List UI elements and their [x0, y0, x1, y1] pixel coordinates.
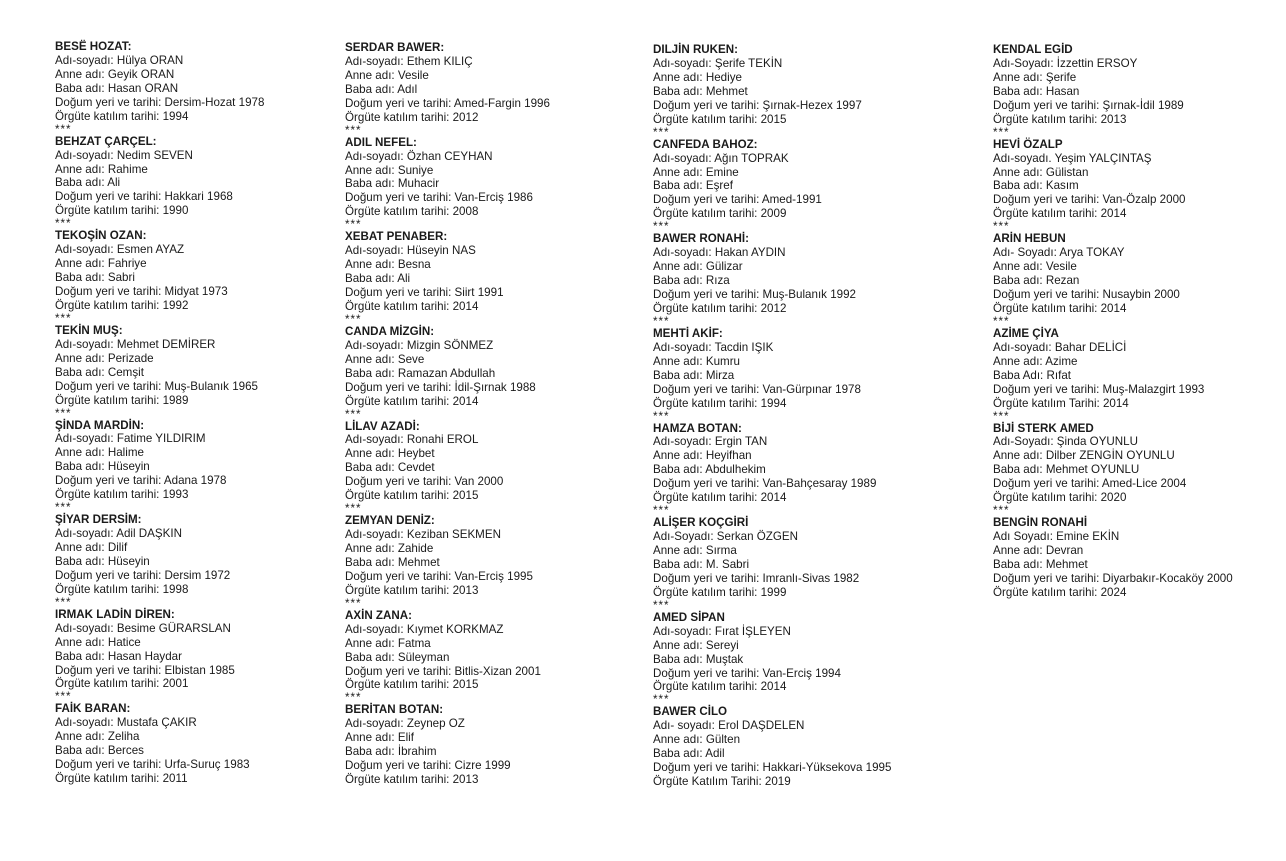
person-entry: [55, 229, 264, 324]
full-name-line: Adı-soyadı: Fırat İŞLEYEN: [653, 624, 791, 638]
father-name-line: Baba adı: İbrahim: [345, 745, 437, 759]
entry-separator: ***: [345, 312, 362, 326]
father-name-line: Baba adı: Ali: [55, 176, 121, 190]
person-code-name: AXİN ZANA:: [345, 608, 412, 622]
join-date-line: Örgüte katılım tarihi: 2014: [653, 680, 787, 694]
father-name-line: Baba adı: Muştak: [653, 652, 744, 666]
entry-separator: ***: [993, 409, 1010, 423]
person-entry: [653, 705, 891, 789]
father-name-line: Baba adı: Muhacir: [345, 177, 440, 191]
mother-name-line: Anne adı: Zahide: [345, 542, 434, 555]
entry-separator: ***: [653, 693, 670, 707]
entry-separator: ***: [993, 314, 1010, 328]
father-name-line: Baba adı: Mirza: [653, 368, 735, 382]
father-name-line: Baba adı: Mehmet OYUNLU: [993, 463, 1140, 477]
person-code-name: DILJİN RUKEN:: [653, 43, 739, 56]
birth-place-date-line: Doğum yeri ve tarihi: Van-Erciş 1994: [653, 666, 841, 680]
join-date-line: Örgüte katılım tarihi: 2009: [653, 207, 787, 221]
join-date-line: Örgüte katılım tarihi: 1993: [55, 488, 189, 502]
birth-place-date-line: Doğum yeri ve tarihi: Van-Bahçesaray 1989: [653, 477, 877, 491]
entry-separator: ***: [345, 407, 362, 421]
full-name-line: Adı-soyadı: Keziban SEKMEN: [345, 528, 501, 542]
join-date-line: Örgüte katılım tarihi: 1994: [55, 109, 189, 123]
person-code-name: TEKİN MUŞ:: [55, 323, 123, 337]
birth-place-date-line: Doğum yeri ve tarihi: Imranlı-Sivas 1982: [653, 571, 860, 585]
entry-separator: ***: [345, 691, 362, 705]
father-name-line: Baba adı: Cemşit: [55, 365, 144, 379]
person-entry: [55, 608, 264, 703]
column-2: [345, 41, 550, 787]
entry-separator: ***: [345, 502, 362, 516]
full-name-line: Adı-soyadı: Nedim SEVEN: [55, 148, 193, 162]
person-entry: [653, 611, 891, 706]
person-entry: [55, 324, 264, 419]
father-name-line: Baba adı: Mehmet: [345, 555, 440, 569]
entry-separator: ***: [993, 504, 1010, 518]
person-code-name: ADIL NEFEL:: [345, 135, 417, 149]
birth-place-date-line: Doğum yeri ve tarihi: Dersim-Hozat 1978: [55, 95, 265, 109]
birth-place-date-line: Doğum yeri ve tarihi: Hakkari-Yüksekova 1995: [653, 761, 892, 775]
mother-name-line: Anne adı: Geyik ORAN: [55, 67, 175, 81]
father-name-line: Baba adı: Hüseyin: [55, 460, 150, 474]
person-code-name: ZEMYAN DENİZ:: [345, 514, 435, 528]
full-name-line: Adı-soyadı: Ronahi EROL: [345, 433, 479, 447]
join-date-line: Örgüte katılım tarihi: 2011: [55, 772, 188, 786]
person-code-name: FAİK BARAN:: [55, 702, 131, 716]
person-code-name: AZİME ÇİYA: [993, 326, 1059, 340]
join-date-line: Örgüte katılım tarihi: 2024: [993, 585, 1127, 599]
mother-name-line: Anne adı: Devran: [993, 544, 1084, 557]
join-date-line: Örgüte katılım tarihi: 1990: [55, 204, 189, 218]
person-entry: [653, 327, 891, 422]
full-name-line: Adı-Soyadı: İzzettin ERSOY: [993, 56, 1138, 70]
birth-place-date-line: Doğum yeri ve tarihi: Muş-Malazgirt 1993: [993, 382, 1205, 396]
person-entry: [345, 230, 550, 325]
full-name-line: Adı-soyadı: Şerife TEKİN: [653, 56, 783, 70]
join-date-line: Örgüte katılım tarihi: 2008: [345, 205, 479, 219]
entry-separator: ***: [55, 690, 72, 704]
person-entry: [653, 516, 891, 611]
full-name-line: Adı-soyadı: Fatime YILDIRIM: [55, 432, 206, 446]
person-entry: [653, 422, 891, 517]
birth-place-date-line: Doğum yeri ve tarihi: Elbistan 1985: [55, 663, 235, 677]
person-entry: [345, 420, 550, 515]
birth-place-date-line: Doğum yeri ve tarihi: Van-Özalp 2000: [993, 193, 1186, 207]
birth-place-date-line: Doğum yeri ve tarihi: Siirt 1991: [345, 286, 504, 299]
person-entry: [653, 232, 891, 327]
entry-separator: ***: [55, 501, 72, 515]
father-name-line: Baba adı: Rezan: [993, 274, 1080, 288]
column-1: [55, 40, 264, 786]
birth-place-date-line: Doğum yeri ve tarihi: Muş-Bulanık 1992: [653, 288, 856, 301]
birth-place-date-line: Doğum yeri ve tarihi: Hakkari 1968: [55, 190, 233, 204]
mother-name-line: Anne adı: Zeliha: [55, 730, 140, 744]
birth-place-date-line: Doğum yeri ve tarihi: Adana 1978: [55, 474, 227, 488]
mother-name-line: Anne adı: Azime: [993, 354, 1078, 368]
person-entry: [55, 419, 264, 514]
birth-place-date-line: Doğum yeri ve tarihi: Nusaybin 2000: [993, 288, 1180, 301]
full-name-line: Adı-soyadı: Adil DAŞKIN: [55, 527, 182, 541]
join-date-line: Örgüte katılım tarihi: 2001: [55, 677, 189, 691]
join-date-line: Örgüte katılım tarihi: 1989: [55, 393, 189, 407]
father-name-line: Baba adı: Süleyman: [345, 650, 450, 664]
mother-name-line: Anne adı: Heybet: [345, 447, 435, 461]
person-code-name: BAWER CİLO: [653, 705, 728, 719]
person-entry: [993, 422, 1233, 517]
mother-name-line: Anne adı: Gülistan: [993, 165, 1089, 179]
father-name-line: Baba adı: Eşref: [653, 179, 733, 193]
father-name-line: Baba adı: Kasım: [993, 179, 1079, 193]
join-date-line: Örgüte katılım tarihi: 2014: [345, 299, 479, 313]
birth-place-date-line: Doğum yeri ve tarihi: Bitlis-Xizan 2001: [345, 664, 541, 678]
full-name-line: Adı-soyadı: Hüseyin NAS: [345, 244, 476, 258]
join-date-line: Örgüte katılım tarihi: 2014: [653, 491, 787, 505]
full-name-line: Adı-soyadı: Mustafa ÇAKIR: [55, 716, 197, 730]
join-date-line: Örgüte katılım tarihi: 2015: [345, 489, 479, 503]
birth-place-date-line: Doğum yeri ve tarihi: Amed-1991: [653, 193, 822, 207]
birth-place-date-line: Doğum yeri ve tarihi: Van-Gürpınar 1978: [653, 382, 861, 396]
full-name-line: Adı-Soyadı: Serkan ÖZGEN: [653, 530, 798, 544]
person-entry: [653, 43, 891, 138]
person-code-name: BEHZAT ÇARÇEL:: [55, 134, 157, 148]
mother-name-line: Anne adı: Dilif: [55, 541, 128, 554]
mother-name-line: Anne adı: Emine: [653, 165, 739, 179]
join-date-line: Örgüte katılım tarihi: 2015: [345, 678, 479, 692]
person-code-name: HAMZA BOTAN:: [653, 421, 742, 435]
father-name-line: Baba adı: Hasan: [993, 84, 1080, 98]
birth-place-date-line: Doğum yeri ve tarihi: Urfa-Suruç 1983: [55, 758, 250, 772]
join-date-line: Örgüte katılım tarihi: 1992: [55, 298, 189, 312]
full-name-line: Adı-soyadı: Mehmet DEMİRER: [55, 337, 216, 351]
entry-separator: ***: [653, 598, 670, 612]
join-date-line: Örgüte katılım tarihi: 2012: [653, 301, 787, 315]
mother-name-line: Anne adı: Seve: [345, 352, 425, 366]
full-name-line: Adı-soyadı: Mizgin SÖNMEZ: [345, 338, 494, 352]
person-code-name: ALİŞER KOÇGİRİ: [653, 516, 749, 530]
person-entry: [993, 516, 1233, 600]
entry-separator: ***: [55, 311, 72, 325]
full-name-line: Adı-soyadı: Özhan CEYHAN: [345, 149, 493, 163]
person-entry: [993, 327, 1233, 422]
father-name-line: Baba adı: Adil: [653, 747, 725, 761]
person-code-name: ARİN HEBUN: [993, 232, 1066, 246]
full-name-line: Adı-Soyadı: Şinda OYUNLU: [993, 435, 1138, 449]
entry-separator: ***: [55, 406, 72, 420]
father-name-line: Baba adı: Rıza: [653, 274, 730, 288]
person-code-name: CANFEDA BAHOZ:: [653, 137, 758, 151]
person-entry: [345, 703, 550, 787]
join-date-line: Örgüte katılım tarihi: 2014: [993, 207, 1127, 221]
person-code-name: IRMAK LADİN DİREN:: [55, 607, 175, 621]
entry-separator: ***: [345, 123, 362, 137]
father-name-line: Baba adı: Hasan ORAN: [55, 81, 179, 95]
birth-place-date-line: Doğum yeri ve tarihi: Diyarbakır-Kocaköy 2000: [993, 571, 1233, 585]
entry-separator: ***: [653, 314, 670, 328]
join-date-line: Örgüte katılım tarihi: 2013: [345, 773, 479, 787]
person-code-name: AMED SİPAN: [653, 610, 725, 624]
entry-separator: ***: [345, 218, 362, 232]
full-name-line: Adı-soyadı: Besime GÜRARSLAN: [55, 621, 231, 635]
full-name-line: Adı-soyadı: Kıymet KORKMAZ: [345, 622, 504, 636]
mother-name-line: Anne adı: Besna: [345, 258, 431, 272]
mother-name-line: Anne adı: Rahime: [55, 162, 148, 176]
person-entry: [55, 40, 264, 135]
father-name-line: Baba adı: Ramazan Abdullah: [345, 366, 496, 380]
father-name-line: Baba adı: Abdulhekim: [653, 463, 766, 477]
person-entry: [345, 136, 550, 231]
person-entry: [345, 514, 550, 609]
join-date-line: Örgüte katılım tarihi: 2015: [653, 112, 787, 126]
person-code-name: KENDAL EGİD: [993, 43, 1073, 56]
person-code-name: ŞİNDA MARDİN:: [55, 418, 145, 432]
birth-place-date-line: Doğum yeri ve tarihi: Van-Erciş 1986: [345, 191, 533, 205]
entry-separator: ***: [993, 220, 1010, 234]
father-name-line: Baba adı: Ali: [345, 272, 411, 286]
father-name-line: Baba adı: Mehmet: [653, 84, 748, 98]
person-code-name: MEHTİ AKİF:: [653, 326, 723, 340]
full-name-line: Adı-soyadı: Zeynep OZ: [345, 717, 465, 731]
person-entry: [55, 513, 264, 608]
entry-separator: ***: [653, 504, 670, 518]
person-code-name: BERİTAN BOTAN:: [345, 703, 444, 717]
mother-name-line: Anne adı: Heyifhan: [653, 449, 752, 463]
full-name-line: Adı-soyadı: Tacdin IŞIK: [653, 340, 774, 354]
mother-name-line: Anne adı: Gülten: [653, 733, 741, 747]
full-name-line: Adı Soyadı: Emine EKİN: [993, 530, 1120, 544]
birth-place-date-line: Doğum yeri ve tarihi: Amed-Lice 2004: [993, 477, 1187, 491]
entry-separator: ***: [653, 409, 670, 423]
join-date-line: Örgüte katılım tarihi: 1998: [55, 582, 189, 596]
father-name-line: Baba adı: M. Sabri: [653, 557, 750, 571]
person-entry: [345, 41, 550, 136]
father-name-line: Baba adı: Hüseyin: [55, 554, 150, 568]
column-3: [653, 43, 891, 789]
full-name-line: Adı-soyadı: Hakan AYDIN: [653, 246, 786, 260]
person-entry: [993, 232, 1233, 327]
father-name-line: Baba adı: Hasan Haydar: [55, 649, 182, 663]
birth-place-date-line: Doğum yeri ve tarihi: Cizre 1999: [345, 759, 511, 773]
entry-separator: ***: [653, 125, 670, 139]
mother-name-line: Anne adı: Kumru: [653, 354, 741, 368]
person-entry: [993, 138, 1233, 233]
mother-name-line: Anne adı: Halime: [55, 446, 144, 460]
entry-separator: ***: [55, 122, 72, 136]
mother-name-line: Anne adı: Hediye: [653, 70, 742, 84]
birth-place-date-line: Doğum yeri ve tarihi: Van-Erciş 1995: [345, 569, 533, 583]
entry-separator: ***: [345, 596, 362, 610]
birth-place-date-line: Doğum yeri ve tarihi: Şırnak-Hezex 1997: [653, 98, 862, 112]
full-name-line: Adı- Soyadı: Arya TOKAY: [993, 246, 1125, 260]
father-name-line: Baba adı: Sabri: [55, 271, 135, 285]
entry-separator: ***: [55, 217, 72, 231]
mother-name-line: Anne adı: Şerife: [993, 70, 1077, 84]
join-date-line: Örgüte katılım tarihi: 2013: [345, 583, 479, 597]
entry-separator: ***: [55, 595, 72, 609]
full-name-line: Adı-soyadı: Ağın TOPRAK: [653, 151, 789, 165]
birth-place-date-line: Doğum yeri ve tarihi: Van 2000: [345, 475, 504, 489]
person-code-name: CANDA MİZGİN:: [345, 324, 435, 338]
join-date-line: Örgüte katılım tarihi: 2020: [993, 491, 1127, 505]
person-entry: [993, 43, 1233, 138]
full-name-line: Adı-soyadı: Ergin TAN: [653, 435, 768, 449]
full-name-line: Adı- soyadı: Erol DAŞDELEN: [653, 719, 805, 733]
mother-name-line: Anne adı: Vesile: [993, 260, 1077, 274]
person-code-name: XEBAT PENABER:: [345, 230, 448, 244]
join-date-line: Örgüte katılım tarihi: 2014: [345, 394, 479, 408]
person-code-name: BESË HOZAT:: [55, 40, 132, 53]
join-date-line: Örgüte Katılım Tarihi: 2019: [653, 775, 791, 789]
mother-name-line: Anne adı: Perizade: [55, 351, 154, 365]
birth-place-date-line: Doğum yeri ve tarihi: Amed-Fargin 1996: [345, 96, 550, 110]
mother-name-line: Anne adı: Fahriye: [55, 257, 147, 271]
father-name-line: Baba adı: Adıl: [345, 82, 418, 96]
person-entry: [55, 702, 264, 786]
father-name-line: Baba adı: Berces: [55, 744, 144, 758]
mother-name-line: Anne adı: Sereyi: [653, 638, 739, 652]
birth-place-date-line: Doğum yeri ve tarihi: Şırnak-İdil 1989: [993, 98, 1184, 112]
person-code-name: ŞİYAR DERSİM:: [55, 513, 142, 527]
join-date-line: Örgüte katılım tarihi: 1994: [653, 396, 787, 410]
person-code-name: BİJİ STERK AMED: [993, 421, 1094, 435]
full-name-line: Adı-soyadı: Bahar DELİCİ: [993, 340, 1127, 354]
mother-name-line: Anne adı: Sırma: [653, 544, 737, 557]
entry-separator: ***: [653, 220, 670, 234]
person-code-name: BENGİN RONAHİ: [993, 516, 1088, 530]
join-date-line: Örgüte katılım Tarihi: 2014: [993, 396, 1129, 410]
full-name-line: Adı-soyadı. Yeşim YALÇINTAŞ: [993, 151, 1152, 165]
person-code-name: TEKOŞİN OZAN:: [55, 229, 147, 243]
entry-separator: ***: [993, 125, 1010, 139]
father-name-line: Baba Adı: Rıfat: [993, 368, 1071, 382]
column-4: [993, 43, 1233, 600]
person-entry: [55, 135, 264, 230]
full-name-line: Adı-soyadı: Ethem KILIÇ: [345, 54, 473, 68]
mother-name-line: Anne adı: Vesile: [345, 68, 429, 82]
join-date-line: Örgüte katılım tarihi: 2012: [345, 110, 479, 124]
person-entry: [345, 609, 550, 704]
join-date-line: Örgüte katılım tarihi: 1999: [653, 585, 787, 599]
mother-name-line: Anne adı: Gülizar: [653, 260, 743, 274]
birth-place-date-line: Doğum yeri ve tarihi: Muş-Bulanık 1965: [55, 379, 258, 393]
birth-place-date-line: Doğum yeri ve tarihi: Midyat 1973: [55, 285, 228, 298]
person-code-name: HEVİ ÖZALP: [993, 137, 1063, 151]
mother-name-line: Anne adı: Fatma: [345, 636, 431, 650]
mother-name-line: Anne adı: Hatice: [55, 635, 141, 649]
mother-name-line: Anne adı: Suniye: [345, 163, 434, 177]
person-code-name: SERDAR BAWER:: [345, 41, 445, 54]
mother-name-line: Anne adı: Dilber ZENGİN OYUNLU: [993, 449, 1175, 463]
join-date-line: Örgüte katılım tarihi: 2014: [993, 301, 1127, 315]
father-name-line: Baba adı: Cevdet: [345, 461, 435, 475]
person-entry: [653, 138, 891, 233]
full-name-line: Adı-soyadı: Esmen AYAZ: [55, 243, 185, 257]
birth-place-date-line: Doğum yeri ve tarihi: Dersim 1972: [55, 568, 231, 582]
join-date-line: Örgüte katılım tarihi: 2013: [993, 112, 1127, 126]
mother-name-line: Anne adı: Elif: [345, 731, 414, 745]
person-code-name: LİLAV AZADİ:: [345, 419, 420, 433]
person-entry: [345, 325, 550, 420]
birth-place-date-line: Doğum yeri ve tarihi: İdil-Şırnak 1988: [345, 380, 536, 394]
father-name-line: Baba adı: Mehmet: [993, 557, 1088, 571]
person-code-name: BAWER RONAHİ:: [653, 232, 749, 246]
full-name-line: Adı-soyadı: Hülya ORAN: [55, 53, 184, 67]
